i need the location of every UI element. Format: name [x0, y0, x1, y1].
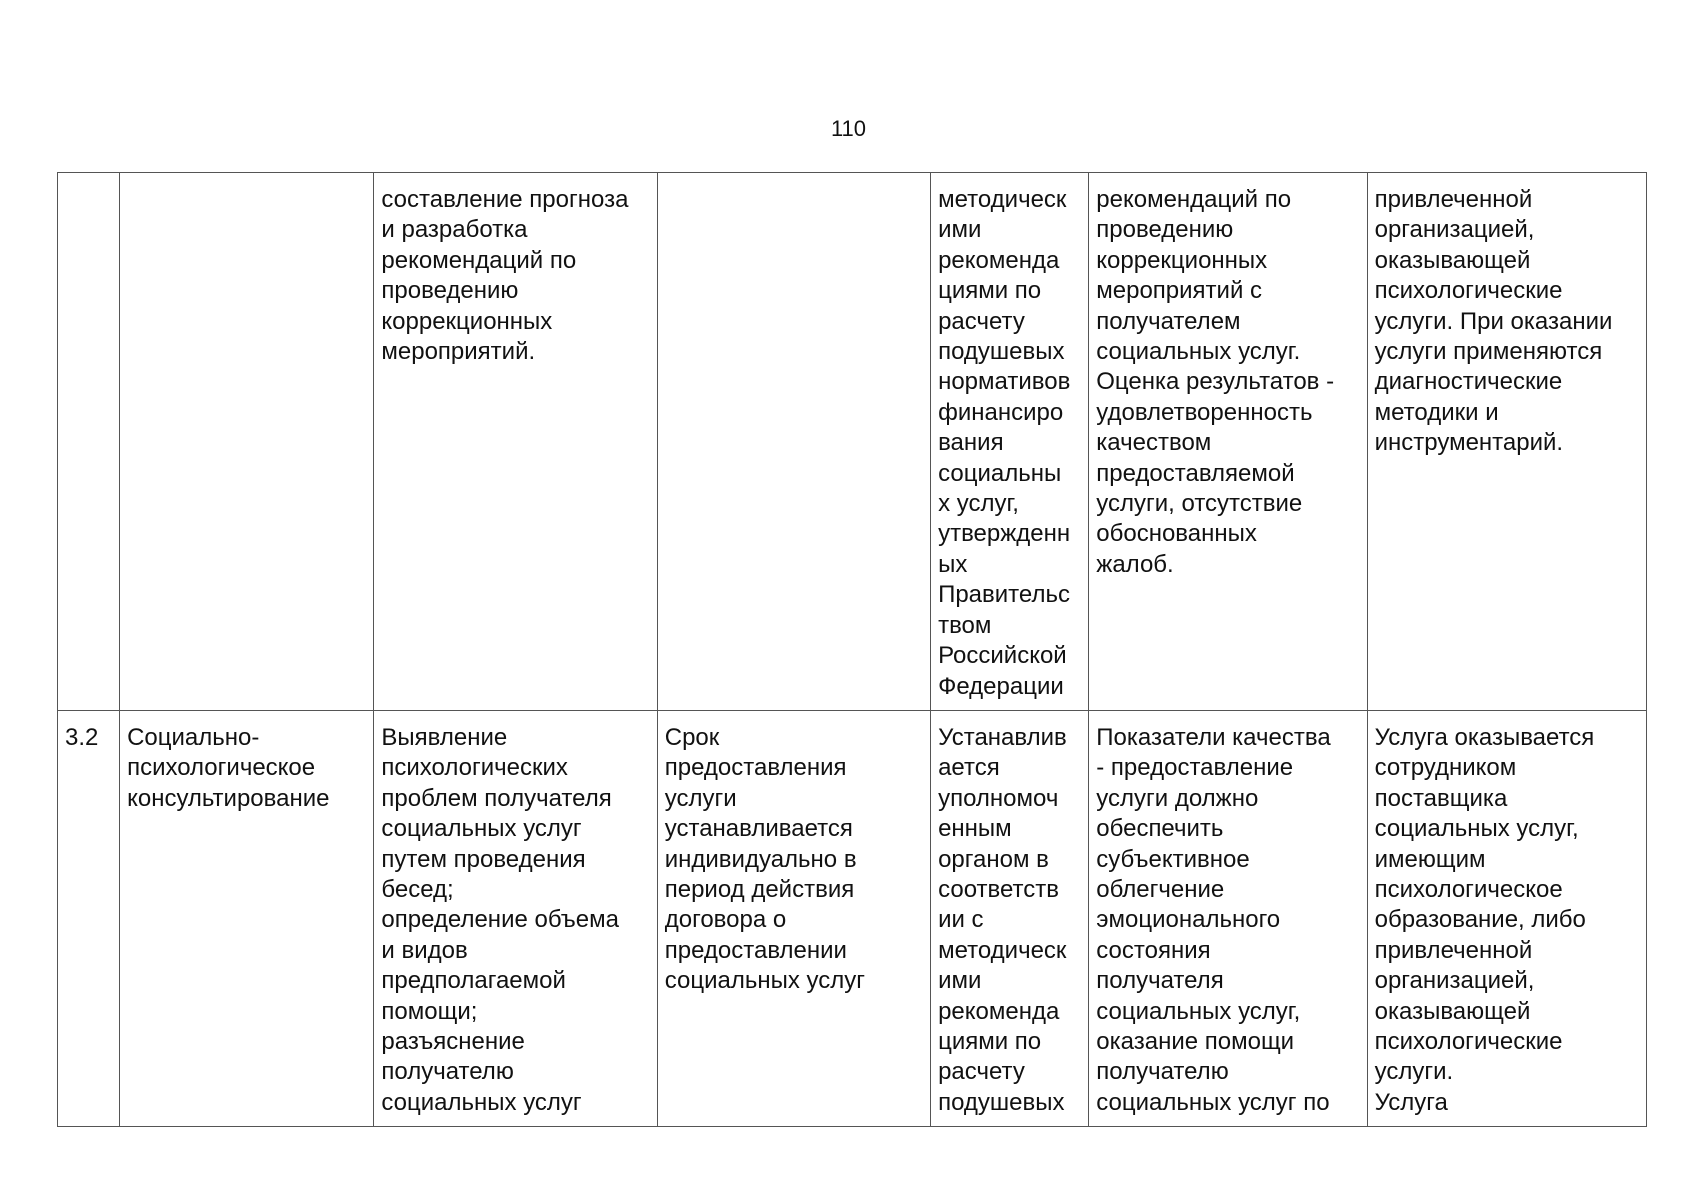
- service-content-cell: Выявление психологических проблем получателя социальных услуг путем проведения бесед; определение объема и видов предполагаемой помощи; разъяснение получателю социальных услуг: [374, 711, 657, 1127]
- service-conditions-cell: Услуга оказывается сотрудником поставщика социальных услуг, имеющим психологическое образование, либо привлеченной организацией, оказывающей психологические услуги. Услуга: [1367, 711, 1646, 1127]
- table-row: [58, 173, 1647, 711]
- service-cost-cell: Устанавлив ается уполномоч енным органом в соответств ии с методическ ими рекоменда циями по расчету подушевых: [931, 711, 1089, 1127]
- service-name-cell: [120, 173, 374, 711]
- table-row: [58, 711, 1647, 1127]
- row-number-cell: 3.2: [58, 711, 120, 1127]
- service-cost-cell: методическ ими рекоменда циями по расчету подушевых нормативов финансиро вания социальны х услуг, утвержденн ых Правительс твом Российской Федерации: [931, 173, 1089, 711]
- service-conditions-cell: привлеченной организацией, оказывающей психологические услуги. При оказании услуги применяются диагностические методики и инструментарий.: [1367, 173, 1646, 711]
- page-number: 110: [830, 116, 867, 141]
- row-number-cell: [58, 173, 120, 711]
- service-quality-cell: Показатели качества - предоставление услуги должно обеспечить субъективное облегчение эмоционального состояния получателя социальных услуг, оказание помощи получателю социальных услуг по: [1089, 711, 1367, 1127]
- service-term-cell: [657, 173, 930, 711]
- services-table: [57, 172, 1647, 1127]
- service-name-cell: Социально- психологическое консультирование: [120, 711, 374, 1127]
- service-content-cell: составление прогноза и разработка рекомендаций по проведению коррекционных мероприятий.: [374, 173, 657, 711]
- service-term-cell: Срок предоставления услуги устанавливается индивидуально в период действия договора о предоставлении социальных услуг: [657, 711, 930, 1127]
- service-quality-cell: рекомендаций по проведению коррекционных мероприятий с получателем социальных услуг. Оценка результатов - удовлетворенность качеством предоставляемой услуги, отсутствие обоснованных жалоб.: [1089, 173, 1367, 711]
